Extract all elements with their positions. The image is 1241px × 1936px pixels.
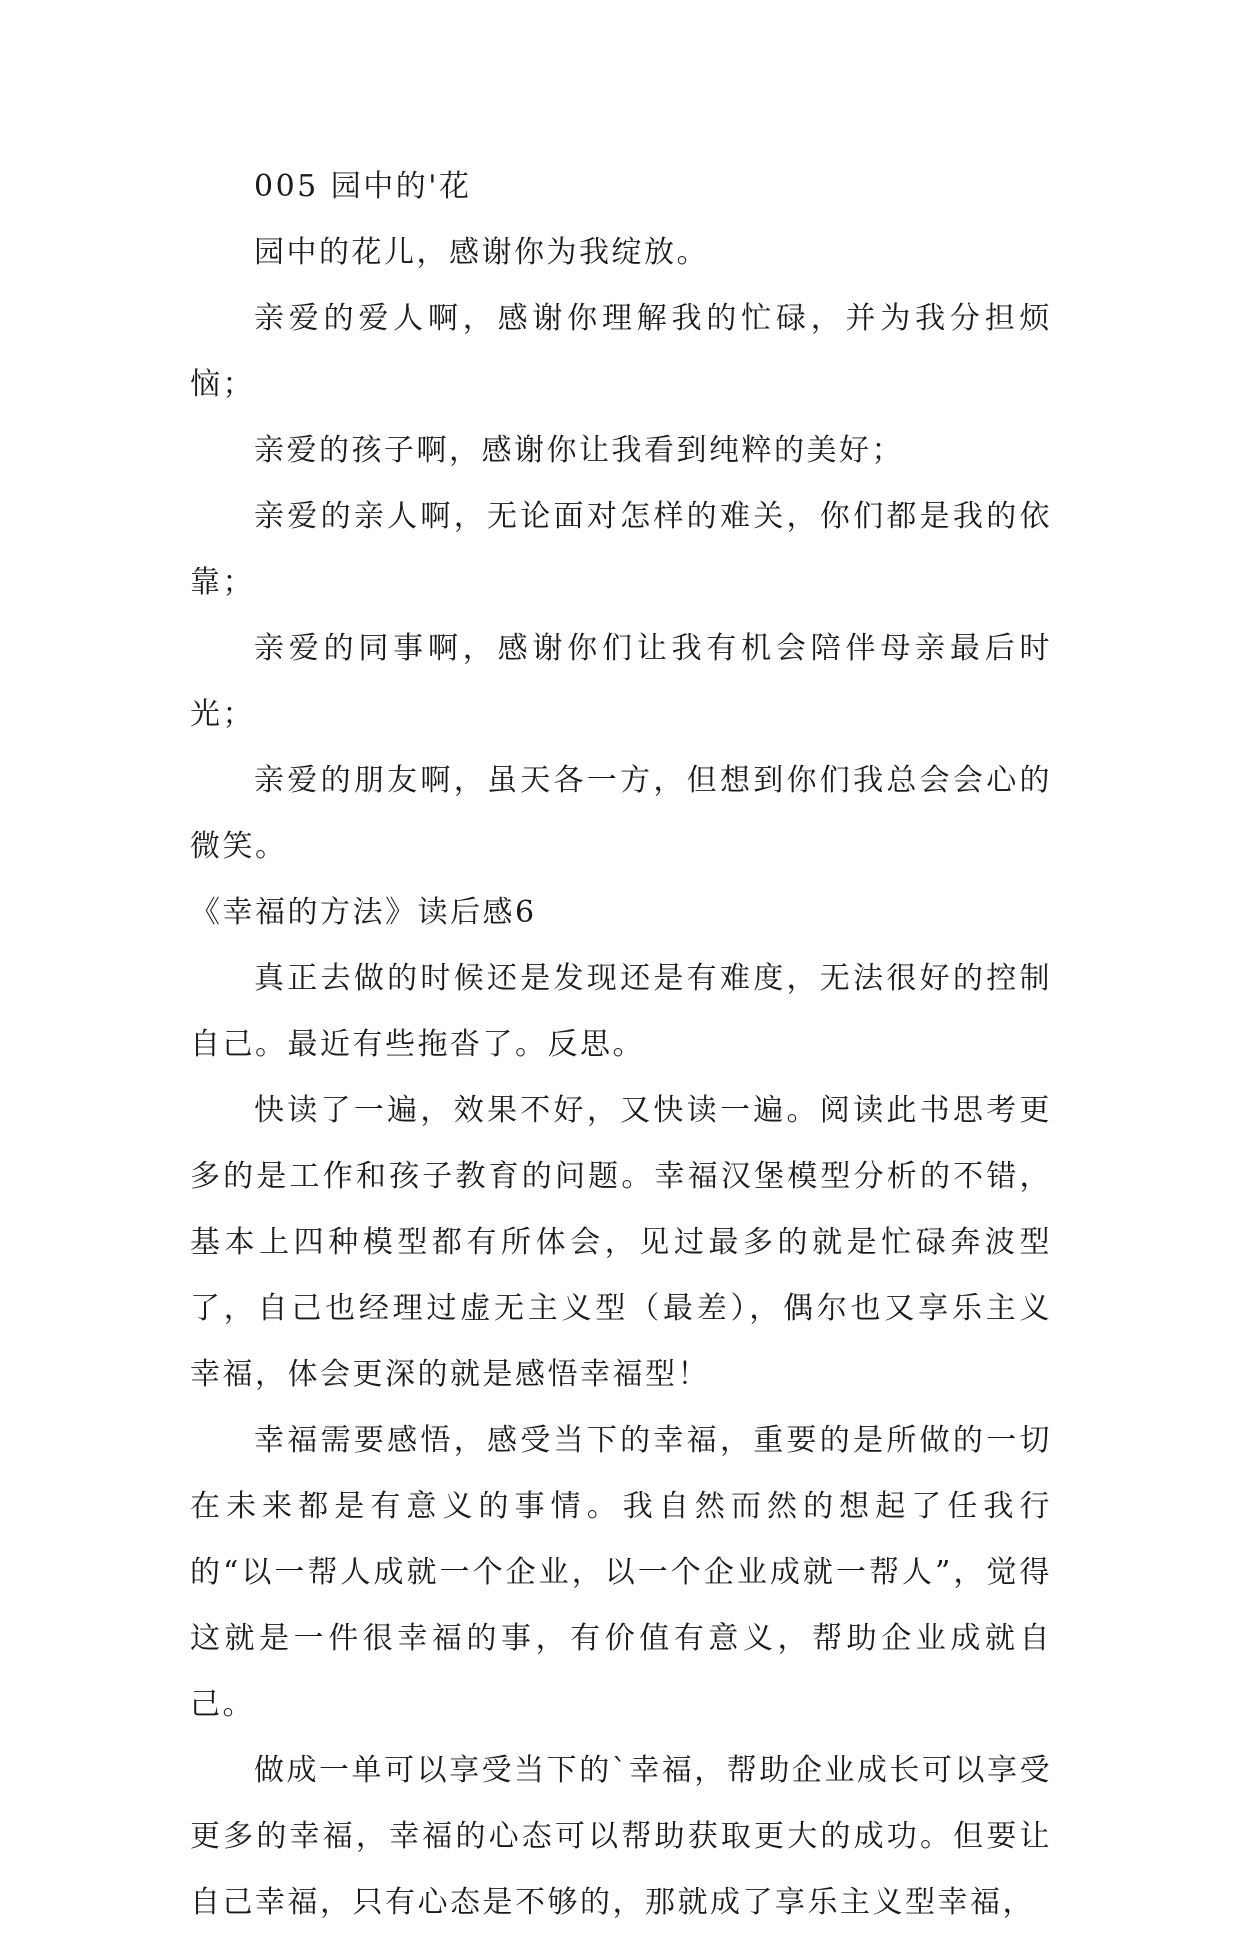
paragraph: 幸福需要感悟，感受当下的幸福，重要的是所做的一切在未来都是有意义的事情。我自然而然的想起了任我行的“以一帮人成就一个企业，以一个企业成就一帮人”，觉得这就是一件很幸福的事，有价值有意义，帮助企业成就自己。	[190, 1423, 1052, 1722]
paragraph: 亲爱的朋友啊，虽天各一方，但想到你们我总会会心的微笑。	[190, 763, 1052, 864]
section-heading: 《幸福的方法》读后感6	[190, 895, 537, 930]
paragraph: 亲爱的爱人啊，感谢你理解我的忙碌，并为我分担烦恼；	[190, 301, 1052, 402]
paragraph: 真正去做的时候还是发现还是有难度，无法很好的控制自己。最近有些拖沓了。反思。	[190, 961, 1052, 1062]
paragraph: 快读了一遍，效果不好，又快读一遍。阅读此书思考更多的是工作和孩子教育的问题。幸福汉堡模型分析的不错，基本上四种模型都有所体会，见过最多的就是忙碌奔波型了，自己也经理过虚无主义型（最差），偶尔也又享乐主义幸福，体会更深的就是感悟幸福型！	[190, 1093, 1052, 1392]
paragraph: 做成一单可以享受当下的`幸福，帮助企业成长可以享受更多的幸福，幸福的心态可以帮助获取更大的成功。但要让自己幸福，只有心态是不够的，那就成了享乐主义型幸福，	[190, 1753, 1052, 1920]
document-body	[190, 154, 1052, 1936]
paragraph: 亲爱的亲人啊，无论面对怎样的难关，你们都是我的依靠；	[190, 499, 1052, 600]
paragraph: 园中的花儿，感谢你为我绽放。	[254, 235, 709, 270]
paragraph: 亲爱的孩子啊，感谢你让我看到纯粹的美好；	[254, 433, 904, 468]
paragraph: 亲爱的同事啊，感谢你们让我有机会陪伴母亲最后时光；	[190, 631, 1052, 732]
paragraph-title: 005 园中的'花	[254, 169, 472, 204]
